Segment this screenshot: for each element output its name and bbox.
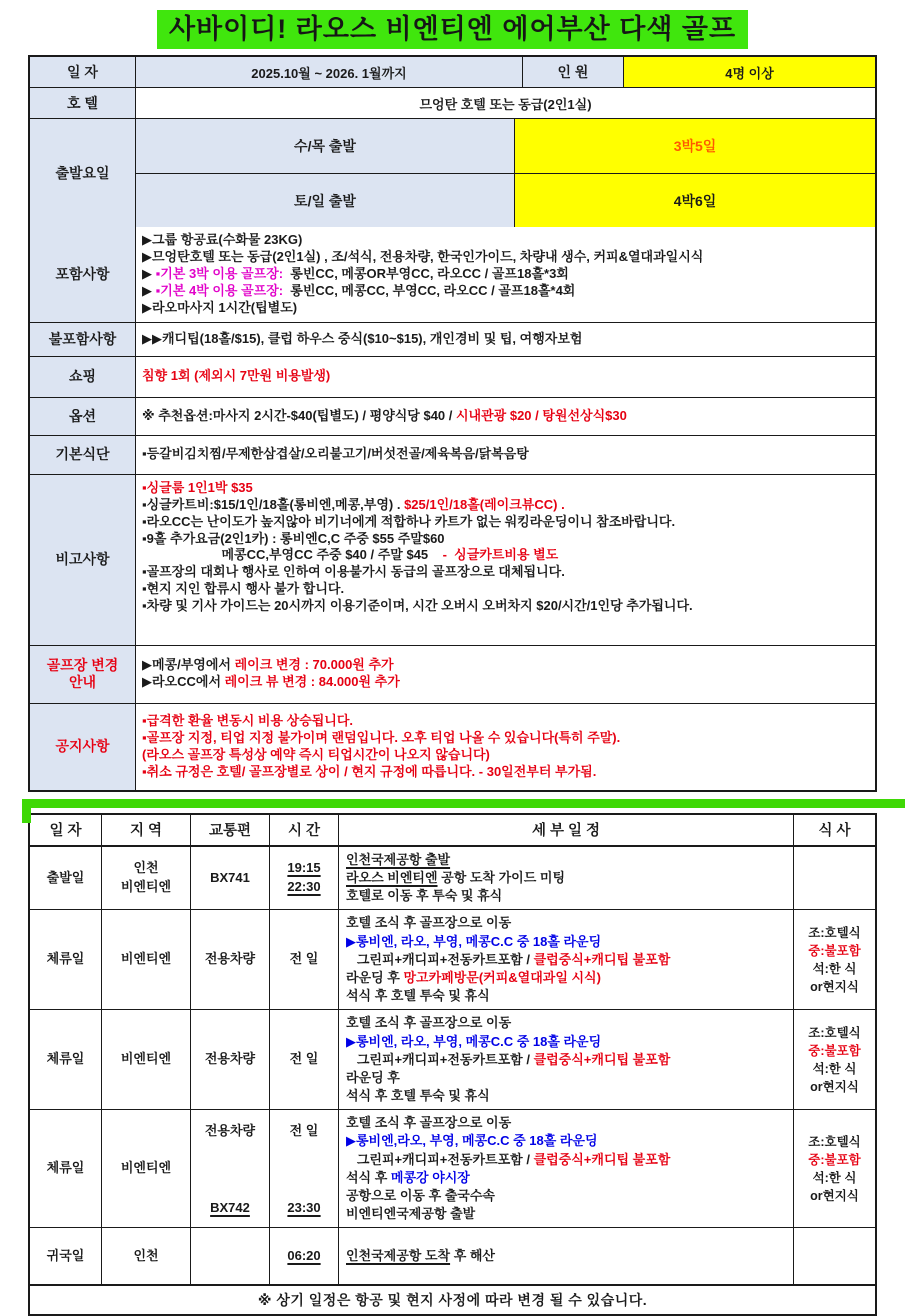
text-run: ▶롱비엔, 라오, 부영, 메콩C.C 중 18홀 라운딩	[346, 933, 602, 949]
text-line	[142, 547, 869, 564]
text-run: 석식 후 호텔 투숙 및 휴식	[346, 1088, 490, 1104]
section-label	[30, 398, 136, 435]
text-line	[810, 978, 859, 996]
schedule-cell	[338, 1010, 793, 1109]
text-run: 메콩강 야시장	[390, 1169, 470, 1185]
text-run: 클럽중식+캐디팁 불포함	[533, 1051, 671, 1067]
row-date	[30, 57, 875, 87]
section-label-line: 옵션	[68, 407, 97, 424]
text-run: 후 해산	[450, 1248, 495, 1264]
section-row-menu	[30, 435, 875, 474]
section-label-line: 안내	[68, 674, 97, 691]
section-label-line: 불포함사항	[48, 330, 117, 347]
section-row-shopping	[30, 356, 875, 397]
text-run: 전용차량	[204, 1051, 256, 1067]
text-run: 석:한 식	[812, 1061, 857, 1076]
depart-days: 토/일 출발	[136, 174, 515, 228]
day-cell: 귀국일	[46, 1247, 85, 1263]
column-header: 시 간	[269, 815, 338, 845]
text-line	[142, 531, 869, 548]
text-line	[808, 1024, 860, 1042]
page-title: 사바이디! 라오스 비엔티엔 에어부산 다색 골프	[157, 10, 748, 49]
text-line	[810, 1078, 859, 1096]
itinerary-table	[28, 813, 877, 1316]
text-run: 호텔 조식 후 골프장으로 이동	[346, 1115, 512, 1131]
section-label	[30, 357, 136, 397]
text-line	[346, 1247, 786, 1265]
section-label-line: 포함사항	[55, 265, 110, 282]
text-run: ▪현지 지인 합류시 행사 불가 합니다.	[142, 581, 345, 597]
text-run: ▪등갈비김치찜/무제한삼겹살/오리불고기/버섯전골/제육복음/닭복음탕	[142, 446, 529, 462]
column-header: 식 사	[793, 815, 875, 845]
text-run: 전 일	[289, 1051, 319, 1067]
section-content	[136, 227, 875, 321]
text-line	[346, 1151, 786, 1169]
itinerary-row	[30, 909, 875, 1009]
day-cell: 체류일	[46, 1051, 85, 1067]
green-divider	[22, 799, 905, 808]
text-line	[210, 869, 250, 888]
region-line: 인천	[133, 1247, 159, 1263]
region-cell	[101, 847, 190, 910]
section-label-line: 비고사항	[55, 551, 110, 568]
section-label	[30, 646, 136, 703]
depart-option-row	[136, 173, 875, 228]
text-run: 23:30	[287, 1199, 321, 1215]
text-run: 석식 후 호텔 투숙 및 휴식	[346, 988, 490, 1004]
text-line	[142, 514, 869, 531]
day-cell: 체류일	[46, 1160, 85, 1176]
text-line	[142, 232, 869, 249]
depart-option-row	[136, 119, 875, 173]
text-run: 클럽중식+캐디팁 불포함	[533, 951, 671, 967]
text-line	[142, 368, 869, 385]
text-line	[142, 747, 869, 764]
text-line	[813, 960, 857, 978]
text-line	[346, 1069, 786, 1087]
time-cell	[269, 910, 338, 1009]
text-run: 22:30	[287, 879, 321, 895]
section-content	[136, 357, 875, 397]
section-row-change	[30, 645, 875, 703]
text-run: or현지식	[810, 1079, 859, 1094]
text-run: 라오스 비엔티엔	[346, 870, 438, 886]
row-depart	[30, 118, 875, 227]
text-line	[142, 564, 869, 581]
schedule-cell	[338, 910, 793, 1009]
text-run: 공항으로 이동 후 출국수속	[346, 1188, 495, 1204]
text-run: ▪9홀 추가요금(2인1카) : 롱비엔C,C 주중 $55 주말$60	[142, 530, 445, 546]
text-run: 석:한 식	[812, 1170, 857, 1185]
text-run: 시내관광 $20 / 탕원선상식$30	[456, 407, 627, 423]
text-line	[205, 1122, 255, 1141]
itinerary-row	[30, 847, 875, 910]
schedule-cell	[338, 1110, 793, 1227]
text-line	[142, 497, 869, 514]
hotel-value: 므엉탄 호텔 또는 동급(2인1실)	[419, 96, 592, 112]
section-label	[30, 323, 136, 356]
section-content	[136, 398, 875, 435]
text-line	[346, 851, 786, 869]
hotel-label: 호 텔	[30, 88, 136, 118]
text-run: 중:불포함	[808, 943, 861, 958]
text-run: 석식 후	[346, 1169, 391, 1185]
pax-value: 4명 이상	[624, 57, 875, 87]
text-run: (라오스 골프장 특성상 예약 즉시 티업시간이 나오지 않습니다)	[142, 746, 490, 762]
text-line	[205, 950, 255, 969]
meal-cell	[793, 910, 875, 1009]
itinerary-row	[30, 1227, 875, 1284]
text-run: 망고카페방문(커피&열대과일 시식)	[403, 969, 601, 985]
text-line	[287, 859, 320, 878]
text-run: 호텔로 이동 후 투숙 및 휴식	[346, 888, 503, 904]
text-run: 석:한 식	[812, 961, 857, 976]
text-run: 비엔티엔국제공항 출발	[346, 1206, 476, 1222]
text-line	[142, 249, 869, 266]
text-run: ▶라오마사지 1시간(팁별도)	[142, 299, 298, 315]
text-line	[808, 942, 860, 960]
text-line	[205, 1050, 255, 1069]
text-line	[142, 266, 869, 283]
text-run: 그린피+캐디피+전동카트포함 /	[346, 951, 534, 967]
text-line	[808, 924, 860, 942]
text-run: ▪싱글룸 1인1박 $35	[142, 479, 253, 495]
text-run: ▶라오CC에서	[142, 674, 225, 690]
text-run: or현지식	[810, 1188, 859, 1203]
itinerary-footer: ※ 상기 일정은 항공 및 현지 사정에 따라 변경 될 수 있습니다.	[30, 1284, 875, 1314]
trip-duration: 4박6일	[515, 174, 875, 228]
trip-duration: 3박5일	[515, 119, 875, 173]
meal-cell	[793, 1228, 875, 1284]
text-run: BX742	[210, 1199, 250, 1215]
text-line	[142, 331, 869, 348]
text-line	[813, 1060, 857, 1078]
text-line	[142, 408, 869, 425]
depart-label: 출발요일	[30, 119, 136, 227]
text-run: 레이크 변경 : 70.000원 추가	[234, 657, 394, 673]
text-run: 호텔 조식 후 골프장으로 이동	[346, 1015, 512, 1031]
text-line	[810, 1187, 859, 1205]
text-run: 인천국제공항 도착	[346, 1248, 451, 1264]
info-table	[28, 55, 877, 791]
text-run: 레이크 뷰 변경 : 84.000원 추가	[224, 674, 400, 690]
section-row-include	[30, 227, 875, 321]
text-run: ▶메콩/부영에서	[142, 657, 235, 673]
text-run: 06:20	[287, 1247, 321, 1263]
section-content	[136, 323, 875, 356]
section-label-line: 쇼핑	[68, 368, 97, 385]
section-label	[30, 475, 136, 645]
info-sections	[30, 227, 875, 789]
text-line	[346, 1169, 786, 1187]
text-run: 침향 1회 (제외시 7만원 비용발생)	[142, 368, 331, 384]
text-line	[290, 1050, 319, 1069]
text-run: 라운딩 후	[346, 969, 404, 985]
region-line: 비엔티엔	[120, 879, 172, 895]
section-label	[30, 227, 136, 321]
time-cell	[269, 1010, 338, 1109]
transport-cell	[190, 1110, 269, 1227]
text-run: 조:호텔식	[808, 1025, 861, 1040]
text-run: ▪차량 및 기사 가이드는 20시까지 이용기준이며, 시간 오버시 오버차지 $20/시간/1인당 추가됩니다.	[142, 598, 693, 614]
pax-label: 인 원	[523, 57, 624, 87]
text-run: 그린피+캐디피+전동카트포함 /	[346, 1151, 534, 1167]
text-line	[808, 1133, 860, 1151]
section-label-line: 골프장 변경	[46, 656, 119, 673]
text-run: 롱빈CC, 메콩CC, 부영CC, 라오CC / 골프18홀*4회	[283, 283, 576, 299]
text-run: ▪골프장 지정, 티업 지정 불가이며 랜덤입니다. 오후 티업 나올 수 있습니다(특히 주말).	[142, 729, 621, 745]
text-run: 전용차량	[204, 1123, 256, 1139]
region-line: 인천	[133, 860, 159, 876]
section-content	[136, 646, 875, 703]
text-run: ▶	[142, 283, 156, 299]
meal-cell	[793, 1010, 875, 1109]
text-line	[142, 674, 869, 691]
text-run: ▪라오CC는 난이도가 높지않아 비기너에게 적합하나 카트가 없는 워킹라운딩이니 참조바랍니다.	[142, 513, 676, 529]
row-hotel	[30, 87, 875, 118]
itinerary-body	[30, 847, 875, 1285]
text-run: 19:15	[287, 860, 321, 876]
text-line	[346, 987, 786, 1005]
text-line	[210, 1199, 250, 1218]
text-line	[808, 1042, 860, 1060]
text-run: 클럽중식+캐디팁 불포함	[533, 1151, 671, 1167]
day-cell: 출발일	[46, 869, 85, 885]
schedule-cell	[338, 1228, 793, 1284]
text-line	[346, 1132, 786, 1150]
text-run: ▶▶캐디팁(18홀/$15), 클럽 하우스 중식($10~$15), 개인경비 및 팁, 여행자보험	[142, 330, 583, 346]
transport-cell	[190, 1010, 269, 1109]
text-line	[346, 1087, 786, 1105]
text-run: ▶므엉탄호텔 또는 동급(2인1실) , 조/석식, 전용차량, 한국인가이드, 차량내 생수, 커피&열대과일시식	[142, 249, 704, 265]
text-run: ▪급격한 환율 변동시 비용 상승됩니다.	[142, 713, 354, 729]
text-run: 중:불포함	[808, 1152, 861, 1167]
column-header: 세 부 일 정	[338, 815, 793, 845]
text-run: or현지식	[810, 980, 859, 994]
text-run: ▪싱글카트비:$15/1인/18홀(롱비엔,메콩,부영) .	[142, 496, 405, 512]
text-line	[346, 887, 786, 905]
section-label-line: 공지사항	[55, 738, 110, 755]
column-header: 교통편	[190, 815, 269, 845]
text-run: 전 일	[289, 951, 319, 967]
section-content	[136, 475, 875, 645]
text-run: 조:호텔식	[808, 1134, 861, 1149]
section-label-line: 기본식단	[55, 446, 110, 463]
section-row-exclude	[30, 322, 875, 356]
text-line	[142, 480, 869, 497]
section-row-option	[30, 397, 875, 435]
text-line	[346, 1051, 786, 1069]
text-line	[142, 581, 869, 598]
text-line	[346, 1014, 786, 1032]
region-cell	[101, 1228, 190, 1284]
region-line: 비엔티엔	[120, 1051, 172, 1067]
region-line: 비엔티엔	[120, 951, 172, 967]
text-line	[142, 730, 869, 747]
section-row-notice	[30, 703, 875, 790]
title-bar	[0, 0, 905, 49]
itinerary-row	[30, 1109, 875, 1227]
section-label	[30, 704, 136, 790]
time-cell	[269, 1110, 338, 1227]
text-run: ※ 추천옵션:마사지 2시간-$40(팁별도) / 평양식당 $40 /	[142, 407, 456, 423]
transport-cell	[190, 910, 269, 1009]
text-line	[346, 933, 786, 951]
text-line	[346, 951, 786, 969]
text-run: BX741	[210, 869, 250, 885]
text-run: 메콩CC,부영CC 주중 $40 / 주말 $45	[142, 547, 443, 563]
text-line	[346, 1205, 786, 1223]
meal-cell	[793, 847, 875, 910]
text-run: ▪기본 4박 이용 골프장:	[155, 283, 284, 299]
text-line	[346, 869, 786, 887]
text-run: ▪골프장의 대회나 행사로 인하여 이용불가시 동급의 골프장으로 대체됩니다.	[142, 564, 565, 580]
text-line	[290, 1122, 319, 1141]
text-run: ▶	[142, 266, 156, 282]
text-run: 인천국제공항 출발	[346, 851, 451, 867]
text-run: 그린피+캐디피+전동카트포함 /	[346, 1051, 534, 1067]
section-row-note	[30, 474, 875, 645]
text-line	[142, 446, 869, 463]
text-run: 롱빈CC, 메콩OR부영CC, 라오CC / 골프18홀*3회	[283, 266, 569, 282]
depart-options	[136, 119, 875, 227]
text-run: $25/1인/18홀(레이크뷰CC) .	[404, 496, 565, 512]
text-run: ▪취소 규정은 호텔/ 골프장별로 상이 / 현지 규정에 따릅니다. - 30일전부터 부가됨.	[142, 763, 597, 779]
text-line	[142, 657, 869, 674]
day-cell: 체류일	[46, 951, 85, 967]
region-line: 비엔티엔	[120, 1160, 172, 1176]
section-content	[136, 436, 875, 474]
time-cell	[269, 1228, 338, 1284]
region-cell	[101, 1010, 190, 1109]
text-line	[142, 713, 869, 730]
itinerary-header-row	[30, 815, 875, 847]
text-line	[808, 1151, 860, 1169]
schedule-cell	[338, 847, 793, 910]
text-line	[290, 950, 319, 969]
text-line	[346, 1033, 786, 1051]
text-run: 라운딩 후	[346, 1069, 400, 1085]
text-run: ▶롱비엔, 라오, 부영, 메콩C.C 중 18홀 라운딩	[346, 1033, 602, 1049]
region-cell	[101, 1110, 190, 1227]
text-line	[346, 1187, 786, 1205]
itinerary-row	[30, 1009, 875, 1109]
text-line	[142, 300, 869, 317]
text-run: 공항 도착 가이드 미팅	[437, 870, 566, 886]
text-run: 전 일	[289, 1123, 319, 1139]
text-line	[346, 969, 786, 987]
column-header: 지 역	[101, 815, 190, 845]
date-label: 일 자	[30, 57, 136, 87]
text-run: ▶그룹 항공료(수화물 23KG)	[142, 232, 303, 248]
text-run: 전용차량	[204, 951, 256, 967]
text-line	[287, 1199, 320, 1218]
depart-days: 수/목 출발	[136, 119, 515, 173]
text-line	[142, 598, 869, 615]
text-run: 중:불포함	[808, 1043, 861, 1058]
text-line	[346, 914, 786, 932]
date-value: 2025.10월 ~ 2026. 1월까지	[136, 57, 523, 87]
meal-cell	[793, 1110, 875, 1227]
section-content	[136, 704, 875, 790]
text-line	[142, 283, 869, 300]
text-run: - 싱글카트비용 별도	[442, 547, 559, 563]
transport-cell	[190, 847, 269, 910]
text-line	[287, 1247, 320, 1266]
text-line	[287, 878, 320, 897]
transport-cell	[190, 1228, 269, 1284]
text-run: 호텔 조식 후 골프장으로 이동	[346, 915, 512, 931]
text-run: ▶롱비엔,라오, 부영, 메콩C.C 중 18홀 라운딩	[346, 1133, 598, 1149]
section-label	[30, 436, 136, 474]
text-run: ▪기본 3박 이용 골프장:	[155, 266, 284, 282]
text-line	[346, 1114, 786, 1132]
text-run: 조:호텔식	[808, 925, 861, 940]
column-header: 일 자	[49, 823, 82, 840]
text-line	[142, 764, 869, 781]
time-cell	[269, 847, 338, 910]
region-cell	[101, 910, 190, 1009]
text-line	[813, 1169, 857, 1187]
